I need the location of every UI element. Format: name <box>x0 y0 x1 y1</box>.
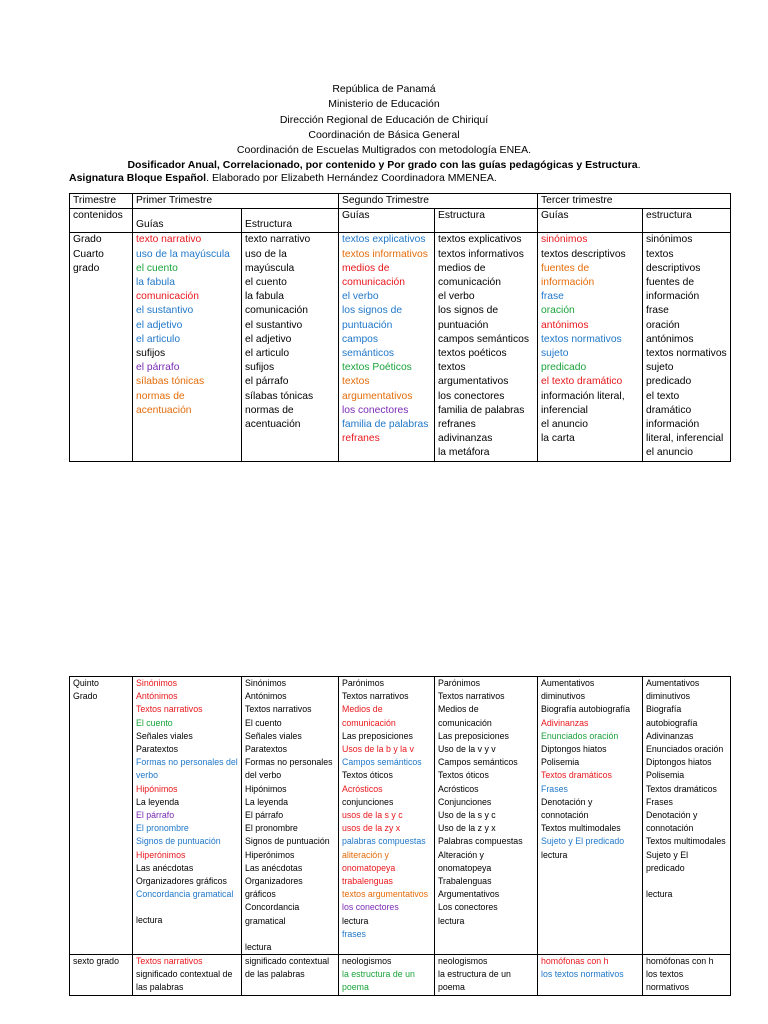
segundo-trimestre-header: Segundo Trimestre <box>339 194 538 209</box>
cell-item: uso de la mayúscula <box>136 248 230 260</box>
cell-item: sílabas tónicas <box>245 390 314 402</box>
cell-item: El párrafo <box>245 810 284 821</box>
cell-item: medios de comunicación <box>438 262 501 289</box>
estructura-header: Estructura <box>242 209 339 233</box>
cell-item: Acrósticos <box>342 783 383 794</box>
cell-item: el verbo <box>342 291 379 303</box>
cell-item: los conectores <box>438 390 505 402</box>
cell-item: normas de acentuación <box>245 404 301 431</box>
cell-item <box>136 901 238 914</box>
cell-item: La leyenda <box>136 796 180 807</box>
cell-item: Textos multimodales <box>541 823 621 834</box>
tercer-estructura-cell <box>643 233 731 461</box>
grade-cell <box>70 677 133 955</box>
cell-item: información literal, inferencial <box>646 419 724 445</box>
tercer-trimestre-header: Tercer trimestre <box>538 194 731 209</box>
sexto-segundo-guias-cell <box>339 955 435 996</box>
cell-item: Sinónimos <box>245 678 287 688</box>
cell-item: El pronombre <box>136 823 189 834</box>
cell-item: Campos semánticos <box>342 757 422 768</box>
cell-item: el sustantivo <box>136 305 194 317</box>
cell-item: Frases <box>541 783 568 794</box>
cell-item: fuentes de información <box>646 277 700 303</box>
cell-item: refranes <box>438 419 476 431</box>
cell-item: el párrafo <box>245 376 289 388</box>
cell-item: la carta <box>541 433 575 445</box>
cell-item: Las anécdotas <box>136 862 194 873</box>
cell-item: textos informativos <box>438 248 524 260</box>
quinto-primer-guias-cell <box>133 677 242 955</box>
cell-item: Palabras compuestas <box>438 836 523 847</box>
table-row <box>70 677 731 955</box>
cell-item: significado contextual de las palabras <box>136 969 233 993</box>
grade-line: Grado <box>73 691 98 702</box>
fifth-sixth-grade-table <box>69 676 731 996</box>
cell-item: antónimos <box>541 319 589 331</box>
grade-line: Cuarto <box>73 248 104 260</box>
cell-item: el texto dramático <box>646 390 692 416</box>
cell-item: textos informativos <box>342 248 428 260</box>
cell-item: Sujeto y El predicado <box>541 836 625 847</box>
cell-item: Textos narrativos <box>342 691 409 702</box>
subject-author: . Elaborado por Elizabeth Hernández Coordinadora MMENEA. <box>206 172 497 184</box>
cell-item: normas de acentuación <box>136 390 192 416</box>
cell-item: la fabula <box>136 277 175 289</box>
cell-item: medios de comunicación <box>342 262 405 289</box>
cell-item: los conectores <box>342 902 399 913</box>
cell-item: textos poéticos <box>438 348 507 360</box>
grade-line: Quinto <box>73 678 99 688</box>
cell-item: el cuento <box>136 262 178 274</box>
cell-item: textos argumentativos <box>342 376 413 402</box>
cell-item: Hipónimos <box>136 783 178 794</box>
cell-item: la estructura de un poema <box>438 969 511 993</box>
cell-item: El cuento <box>245 717 282 728</box>
header-line: Ministerio de Educación <box>328 98 440 111</box>
cell-item <box>646 875 727 888</box>
cell-item: Polisemia <box>541 757 580 768</box>
cell-item: el sustantivo <box>245 319 303 331</box>
cell-item: neologismos <box>438 956 488 967</box>
cell-item: Biografía autobiografía <box>541 704 631 715</box>
cell-item: sufijos <box>245 362 275 374</box>
grade-cell <box>70 233 133 461</box>
cell-item: Campos semánticos <box>438 757 518 768</box>
header-line: Coordinación de Escuelas Multigrados con metodología ENEA. <box>236 144 532 157</box>
title-text: Dosificador Anual, Correlacionado, por contenido y Por grado con las guías pedagógicas y Estructura <box>127 159 638 172</box>
table-row <box>70 194 731 209</box>
cell-item: frases <box>342 928 366 939</box>
cell-item: el texto dramático <box>541 376 623 388</box>
cell-item: Textos óticos <box>438 770 489 781</box>
cell-item: Organizadores gráficos <box>136 876 227 887</box>
cell-item: Acrósticos <box>438 783 479 794</box>
cell-item: El cuento <box>136 717 173 728</box>
cell-item: la metáfora <box>438 447 490 459</box>
cell-item: Parónimos <box>438 678 481 688</box>
cell-item: Medios de comunicación <box>438 704 492 728</box>
cell-item: los signos de puntuación <box>342 305 403 331</box>
table-row <box>70 955 731 996</box>
cell-item: Concordancia gramatical <box>136 889 234 900</box>
cell-item: familia de palabras <box>438 404 525 416</box>
cell-item: textos explicativos <box>342 234 426 246</box>
header-line: Dirección Regional de Educación de Chiriquí <box>279 113 489 126</box>
grade-line: Grado <box>73 234 102 246</box>
cell-item: Polisemia <box>646 770 685 781</box>
table-row <box>70 233 731 461</box>
cell-item: oración <box>646 319 680 331</box>
cell-item: Uso de la s y c <box>438 810 496 821</box>
cell-item: lectura <box>438 915 465 926</box>
cell-item: homófonas con h <box>646 956 714 967</box>
cell-item: el adjetivo <box>136 319 183 331</box>
cell-item: sufijos <box>136 348 166 360</box>
sexto-tercer-estructura-cell <box>643 955 731 996</box>
cell-item: Concordancia gramatical <box>245 902 300 926</box>
cell-item: La leyenda <box>245 796 289 807</box>
cell-item: comunicación <box>136 291 199 303</box>
cell-item: textos argumentativos <box>342 889 429 900</box>
cell-item: textos Poéticos <box>342 362 412 374</box>
cell-item: Frases <box>646 796 673 807</box>
cell-item: Enunciados oración <box>646 744 724 755</box>
cell-item: el articulo <box>245 348 290 360</box>
cell-item: El párrafo <box>136 810 175 821</box>
cell-item: Hiperónimos <box>136 849 186 860</box>
cell-item: Alteración y onomatopeya <box>438 849 492 873</box>
cell-item: familia de palabras <box>342 419 429 431</box>
quinto-tercer-estructura-cell <box>643 677 731 955</box>
cell-item: Aumentativos diminutivos <box>541 678 595 702</box>
cell-item: sílabas tónicas <box>136 376 205 388</box>
cell-item: Parónimos <box>342 678 385 688</box>
cell-item: Medios de comunicación <box>342 704 396 728</box>
cell-item: la fabula <box>245 291 284 303</box>
sexto-primer-guias-cell <box>133 955 242 996</box>
cell-item: Textos dramáticos <box>541 770 612 781</box>
cell-item: Denotación y connotación <box>646 810 698 834</box>
cell-item: el verbo <box>438 291 475 303</box>
cell-item <box>245 928 335 941</box>
estructura-header: estructura <box>643 209 731 233</box>
grade-cell: sexto grado <box>70 955 133 996</box>
cell-item: los textos normativos <box>541 969 624 980</box>
cell-item: homófonas con h <box>541 956 609 967</box>
subject-line <box>69 171 497 186</box>
cell-item: sujeto <box>646 362 674 374</box>
contenidos-header: contenidos <box>70 209 133 233</box>
cell-item: Hipónimos <box>245 783 287 794</box>
cell-item: adivinanzas <box>438 433 493 445</box>
guias-header: Guías <box>538 209 643 233</box>
guias-header: Guías <box>133 209 242 233</box>
cell-item: aliteración y <box>342 849 389 860</box>
cell-item: Textos dramáticos <box>646 783 717 794</box>
cell-item: Hiperónimos <box>245 849 295 860</box>
cell-item: Organizadores gráficos <box>245 876 303 900</box>
cell-item: el articulo <box>136 333 181 345</box>
cell-item: textos descriptivos <box>646 248 701 274</box>
sexto-segundo-estructura-cell <box>435 955 538 996</box>
fourth-grade-table <box>69 193 731 462</box>
cell-item: antónimos <box>646 333 694 345</box>
guias-header: Guías <box>339 209 435 233</box>
document-header <box>0 82 768 174</box>
cell-item: frase <box>646 305 669 317</box>
grade-line: grado <box>73 262 100 274</box>
cell-item: Conjunciones <box>438 796 492 807</box>
trimestre-header: Trimestre <box>70 194 133 209</box>
cell-item: Textos narrativos <box>438 691 505 702</box>
cell-item: Las preposiciones <box>342 730 413 741</box>
quinto-tercer-guias-cell <box>538 677 643 955</box>
cell-item: los textos normativos <box>646 969 690 993</box>
cell-item: usos de la s y c <box>342 810 403 821</box>
cell-item: Las preposiciones <box>438 730 509 741</box>
cell-item: frase <box>541 291 564 303</box>
cell-item: campos semánticos <box>438 333 529 345</box>
cell-item: Textos narrativos <box>245 704 312 715</box>
cell-item: Uso de la z y x <box>438 823 496 834</box>
cell-item: uso de la mayúscula <box>245 248 295 274</box>
cell-item: fuentes de información <box>541 262 595 289</box>
cell-item: textos argumentativos <box>438 362 509 388</box>
cell-item: Signos de puntuación <box>136 836 221 847</box>
cell-item: textos descriptivos <box>541 248 626 260</box>
quinto-segundo-estructura-cell <box>435 677 538 955</box>
cell-item: oración <box>541 305 575 317</box>
cell-item: texto narrativo <box>245 234 311 246</box>
cell-item: Antónimos <box>245 691 287 702</box>
cell-item: Adivinanzas <box>646 730 694 741</box>
cell-item: el cuento <box>245 277 287 289</box>
quinto-primer-estructura-cell <box>242 677 339 955</box>
cell-item: refranes <box>342 433 380 445</box>
cell-item: Formas no personales del verbo <box>136 757 238 781</box>
cell-item: palabras compuestas <box>342 836 426 847</box>
cell-item: texto narrativo <box>136 234 202 246</box>
segundo-estructura-cell <box>435 233 538 461</box>
cell-item: predicado <box>541 362 587 374</box>
cell-item: neologismos <box>342 956 392 967</box>
cell-item: Las anécdotas <box>245 862 303 873</box>
cell-item: la estructura de un poema <box>342 969 415 993</box>
subject-label: Asignatura Bloque Español <box>69 172 207 184</box>
cell-item: textos explicativos <box>438 234 522 246</box>
cell-item: lectura <box>245 941 272 952</box>
cell-item: sujeto <box>541 348 569 360</box>
cell-item: Los conectores <box>438 902 498 913</box>
cell-item: el anuncio <box>541 419 588 431</box>
cell-item: Paratextos <box>136 744 179 755</box>
cell-item: Uso de la v y v <box>438 744 496 755</box>
sexto-tercer-guias-cell <box>538 955 643 996</box>
cell-item: el párrafo <box>136 362 180 374</box>
primer-trimestre-header: Primer Trimestre <box>133 194 339 209</box>
cell-item: Sinónimos <box>136 678 178 688</box>
cell-item: comunicación <box>245 305 308 317</box>
cell-item: Sujeto y El predicado <box>646 849 689 873</box>
header-line: Coordinación de Básica General <box>308 128 460 141</box>
cell-item: Enunciados oración <box>541 730 619 741</box>
cell-item: Signos de puntuación <box>245 836 330 847</box>
cell-item: El pronombre <box>245 823 298 834</box>
cell-item: los signos de puntuación <box>438 305 499 331</box>
cell-item: Señales viales <box>245 730 302 741</box>
cell-item: Textos multimodales <box>646 836 726 847</box>
cell-item: Antónimos <box>136 691 178 702</box>
tercer-guias-cell <box>538 233 643 461</box>
cell-item: Textos narrativos <box>136 704 203 715</box>
cell-item: Denotación y connotación <box>541 796 593 821</box>
estructura-header: Estructura <box>435 209 538 233</box>
cell-item: conjunciones <box>342 796 394 807</box>
cell-item: Adivinanzas <box>541 717 589 728</box>
cell-item: usos de la zy x <box>342 823 401 834</box>
cell-item: campos semánticos <box>342 333 395 360</box>
cell-item: Paratextos <box>245 744 288 755</box>
cell-item: lectura <box>136 915 163 926</box>
cell-item: el anuncio <box>646 447 693 459</box>
cell-item: Textos óticos <box>342 770 393 781</box>
cell-item: lectura <box>342 915 369 926</box>
cell-item: información literal, inferencial <box>541 390 625 416</box>
cell-item: los conectores <box>342 404 409 416</box>
cell-item: trabalenguas <box>342 876 393 887</box>
cell-item: Aumentativos diminutivos <box>646 678 700 702</box>
cell-item: el adjetivo <box>245 333 292 345</box>
cell-item: lectura <box>541 849 568 860</box>
primer-estructura-cell <box>242 233 339 461</box>
cell-item: Textos narrativos <box>136 956 203 967</box>
cell-item: textos normativos <box>541 333 622 345</box>
cell-item: significado contextual de las palabras <box>245 956 330 980</box>
cell-item: sinónimos <box>646 234 693 246</box>
cell-item: textos normativos <box>646 348 727 360</box>
cell-item: Señales viales <box>136 730 193 741</box>
cell-item: lectura <box>646 889 673 900</box>
cell-item: predicado <box>646 376 692 388</box>
sexto-primer-estructura-cell <box>242 955 339 996</box>
primer-guias-cell <box>133 233 242 461</box>
quinto-segundo-guias-cell <box>339 677 435 955</box>
cell-item: Argumentativos <box>438 889 500 900</box>
table-row <box>70 209 731 233</box>
cell-item: Usos de la b y la v <box>342 744 414 755</box>
cell-item: Diptongos hiatos <box>646 757 712 768</box>
cell-item: Formas no personales del verbo <box>245 757 333 781</box>
cell-item: Trabalenguas <box>438 876 492 887</box>
cell-item: Diptongos hiatos <box>541 744 607 755</box>
cell-item: Biografía autobiografía <box>646 704 698 728</box>
title-end: . <box>637 159 641 172</box>
header-line: República de Panamá <box>332 83 436 95</box>
cell-item: sinónimos <box>541 234 588 246</box>
segundo-guias-cell <box>339 233 435 461</box>
cell-item: onomatopeya <box>342 862 396 873</box>
